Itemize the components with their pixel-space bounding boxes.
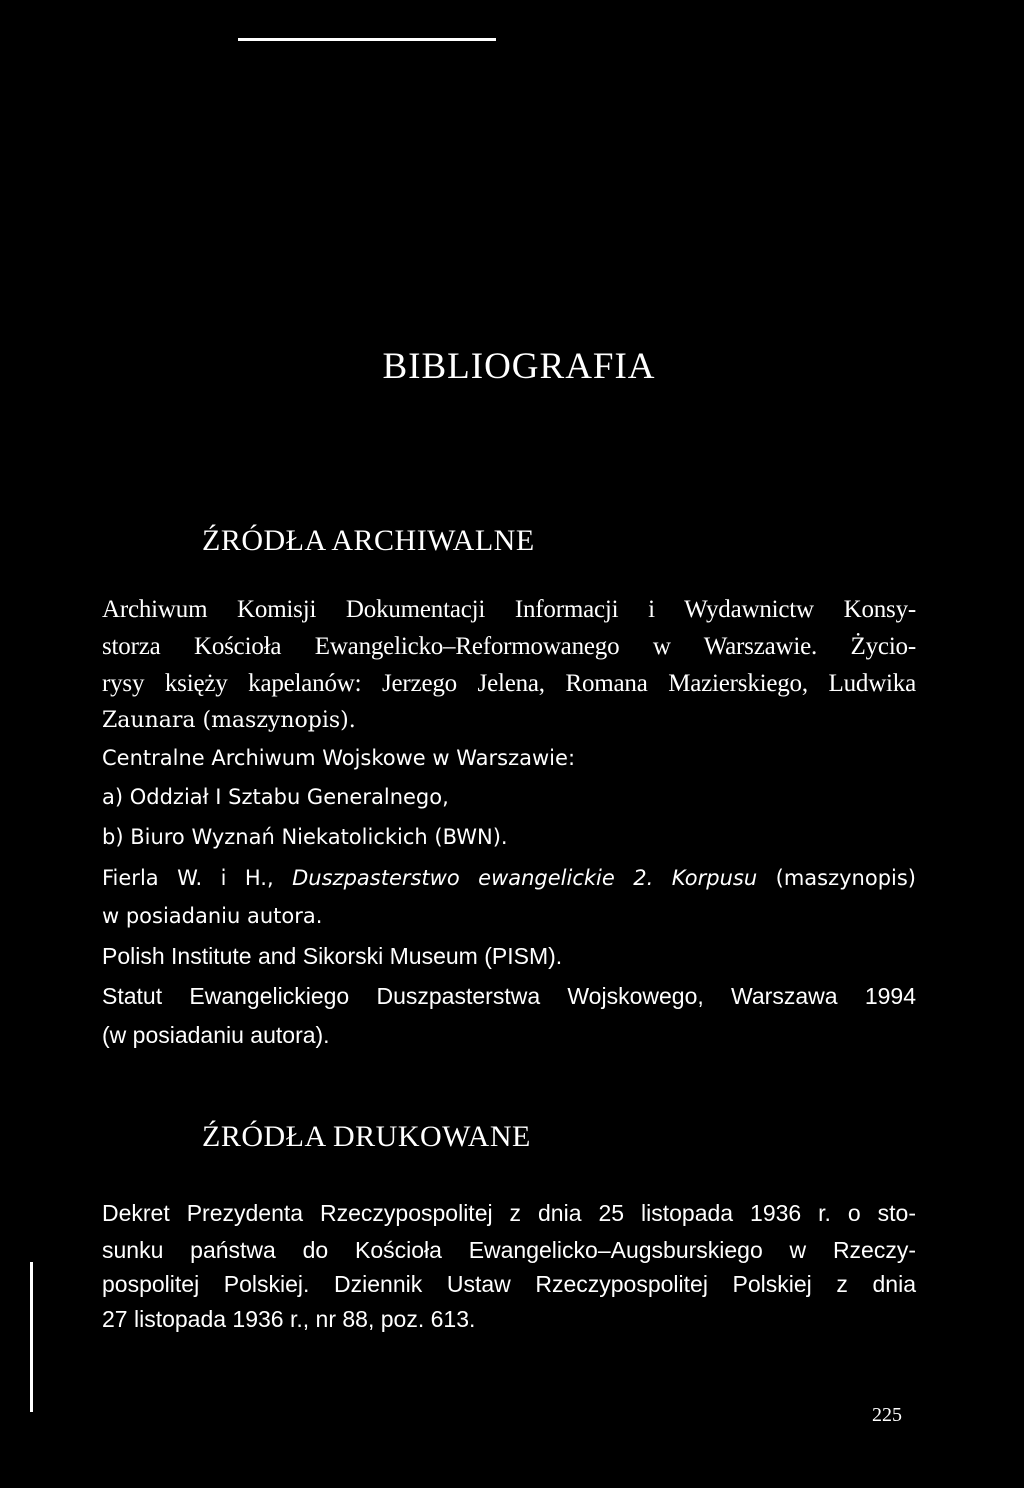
- bibliography-entry-line: pospolitej Polskiej. Dziennik Ustaw Rzeczypospolitej Polskiej z dnia: [102, 1271, 916, 1297]
- margin-rule: [30, 1262, 33, 1412]
- bibliography-entry-line: rysy księży kapelanów: Jerzego Jelena, Romana Mazierskiego, Ludwika: [102, 670, 916, 697]
- bibliography-entry-line: w posiadaniu autora.: [102, 904, 323, 928]
- bibliography-entry-line: Statut Ewangelickiego Duszpasterstwa Wojskowego, Warszawa 1994: [102, 983, 916, 1009]
- bibliography-entry-line: 27 listopada 1936 r., nr 88, poz. 613.: [102, 1306, 476, 1332]
- bibliography-entry-line: sunku państwa do Kościoła Ewangelicko–Augsburskiego w Rzeczy-: [102, 1237, 916, 1263]
- bibliography-entry-line: Centralne Archiwum Wojskowe w Warszawie:: [102, 746, 576, 770]
- bibliography-entry-line: (w posiadaniu autora).: [102, 1022, 330, 1048]
- bibliography-entry-line: Zaunara (maszynopis).: [102, 708, 356, 733]
- bibliography-entry-line: b) Biuro Wyznań Niekatolickich (BWN).: [102, 825, 508, 849]
- entry-author: Fierla W. i H.,: [102, 866, 293, 890]
- bibliography-entry-line: Polish Institute and Sikorski Museum (PISM).: [102, 943, 563, 969]
- entry-note: (maszynopis): [757, 866, 916, 890]
- section-heading-archival-sources: ŹRÓDŁA ARCHIWALNE: [202, 524, 535, 557]
- section-heading-printed-sources: ŹRÓDŁA DRUKOWANE: [202, 1120, 531, 1153]
- bibliography-entry-line: [102, 866, 916, 890]
- bibliography-entry-line: Archiwum Komisji Dokumentacji Informacji i Wydawnictw Konsy-: [102, 596, 916, 623]
- bibliography-entry-line: Dekret Prezydenta Rzeczypospolitej z dnia 25 listopada 1936 r. o sto-: [102, 1200, 916, 1226]
- top-rule: [238, 38, 496, 41]
- entry-title: Duszpasterstwo ewangelickie 2. Korpusu: [292, 866, 758, 890]
- page-title: BIBLIOGRAFIA: [382, 346, 656, 387]
- bibliography-entry-line: storza Kościoła Ewangelicko–Reformowanego w Warszawie. Życio-: [102, 633, 916, 660]
- bibliography-entry-line: a) Oddział I Sztabu Generalnego,: [102, 785, 449, 809]
- page-number: 225: [872, 1404, 902, 1426]
